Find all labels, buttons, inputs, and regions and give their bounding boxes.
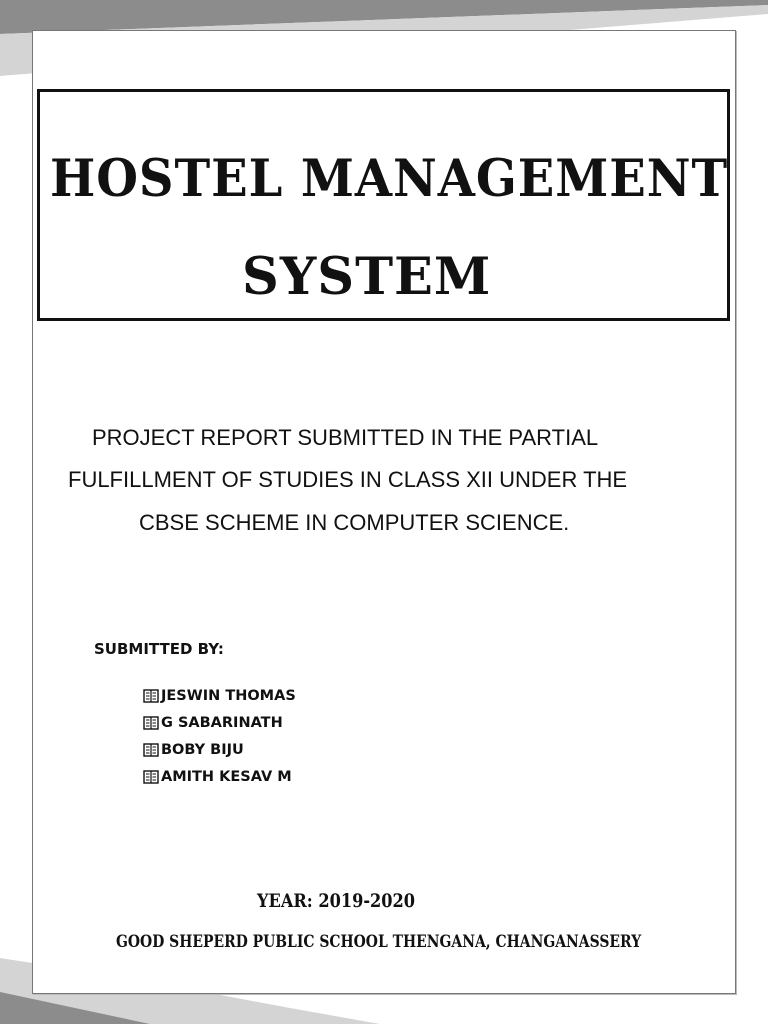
book-bullet-icon — [143, 743, 159, 757]
student-name: BOBY BIJU — [161, 741, 244, 758]
title-line-2: SYSTEM — [242, 247, 492, 307]
student-name: AMITH KESAV M — [161, 768, 292, 785]
description-line-1: PROJECT REPORT SUBMITTED IN THE PARTIAL — [92, 425, 599, 450]
school-name: GOOD SHEPERD PUBLIC SCHOOL THENGANA, CHANGANASSERY — [116, 932, 642, 952]
student-name: JESWIN THOMAS — [161, 687, 296, 704]
list-item — [143, 763, 296, 790]
description-line-2: FULFILLMENT OF STUDIES IN CLASS XII UNDER THE — [68, 467, 628, 492]
book-bullet-icon — [143, 770, 159, 784]
description-line-3: CBSE SCHEME IN COMPUTER SCIENCE. — [139, 510, 570, 535]
list-item — [143, 682, 296, 709]
year-label: YEAR: 2019-2020 — [257, 890, 415, 912]
list-item — [143, 709, 296, 736]
submitted-by-label: SUBMITTED BY: — [94, 640, 224, 658]
book-bullet-icon — [143, 689, 159, 703]
book-bullet-icon — [143, 716, 159, 730]
list-item — [143, 736, 296, 763]
title-box — [37, 89, 730, 321]
student-list — [143, 682, 296, 790]
student-name: G SABARINATH — [161, 714, 283, 731]
title-line-1: HOSTEL MANAGEMENT — [50, 149, 729, 209]
